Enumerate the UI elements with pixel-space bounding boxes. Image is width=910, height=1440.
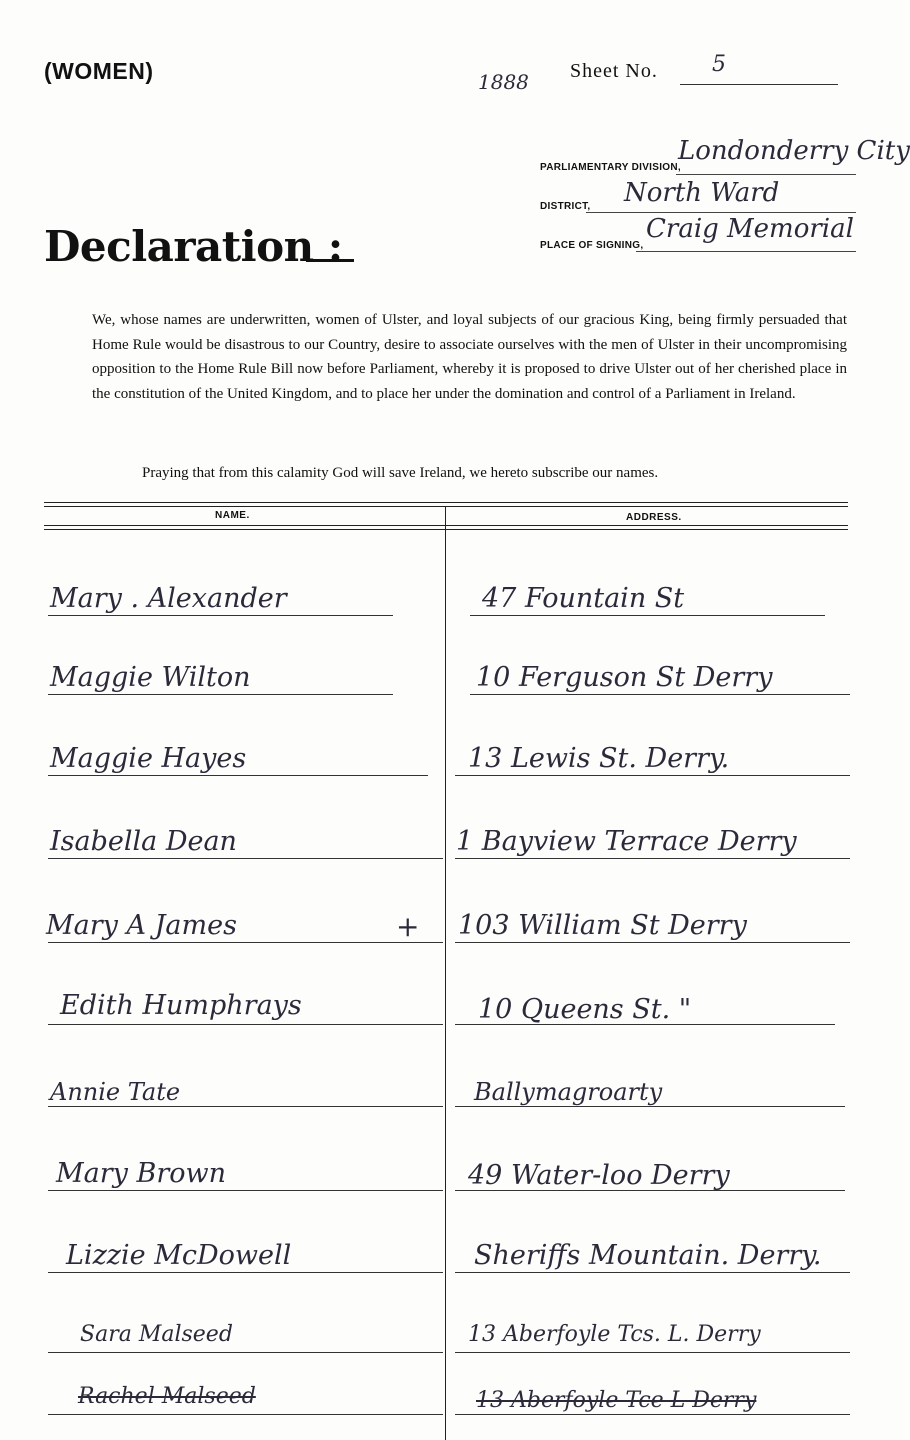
name-line [48, 775, 428, 776]
name-line [48, 1190, 443, 1191]
signatory-name: Maggie Hayes [50, 743, 247, 774]
signatory-address: 47 Fountain St [482, 583, 685, 614]
address-line [455, 858, 850, 859]
signatory-address: 103 William St Derry [458, 910, 747, 941]
title-dash [306, 259, 354, 262]
signatory-name: Lizzie McDowell [66, 1240, 292, 1271]
signatory-address: 10 Queens St. " [478, 994, 692, 1025]
cross-mark: + [396, 910, 420, 943]
signatory-address: 10 Ferguson St Derry [476, 662, 773, 693]
signatory-name: Sara Malseed [80, 1322, 233, 1347]
division-value: Londonderry City [678, 136, 910, 166]
table-top-rule [44, 502, 848, 503]
district-line [586, 212, 856, 213]
district-value: North Ward [624, 178, 780, 208]
address-line [455, 775, 850, 776]
signatory-name: Edith Humphrays [60, 990, 302, 1021]
sheet-label: Sheet No. [570, 60, 658, 82]
address-line [455, 1272, 850, 1273]
place-line [636, 251, 856, 252]
signatory-name: Isabella Dean [50, 826, 237, 857]
name-line [48, 615, 393, 616]
declaration-text: We, whose names are underwritten, women of Ulster, and loyal subjects of our gracious King, being firmly persuaded that Home Rule would be disastrous to our Country, desire to associate ourselves with the men of Ulster in their uncompromising opposition to the Home Rule Bill now before Parliament, whereby it is proposed to drive Ulster out of her cherished place in the constitution of the United Kingdom, and to place her under the domination and control of a Parliament in Ireland. [92, 312, 847, 402]
address-line [470, 615, 825, 616]
signatory-name: Mary Brown [56, 1158, 226, 1189]
address-column-header: ADDRESS. [626, 512, 682, 523]
name-line [48, 694, 393, 695]
address-line [455, 1190, 845, 1191]
name-line [48, 858, 443, 859]
name-line [48, 1106, 443, 1107]
signatory-address: Sheriffs Mountain. Derry. [474, 1240, 822, 1271]
signatory-address-struck: 13 Aberfoyle Tce L Derry [476, 1388, 757, 1413]
signatory-address: 1 Bayview Terrace Derry [456, 826, 797, 857]
page-title: Declaration : [44, 222, 343, 271]
signatory-name: Mary A James [46, 910, 237, 941]
address-line [455, 1024, 835, 1025]
place-label: PLACE OF SIGNING, [540, 240, 644, 251]
signatory-name: Maggie Wilton [50, 662, 251, 693]
table-top-rule-2 [44, 506, 848, 507]
header-bottom-rule-2 [44, 529, 848, 530]
signatory-address: 49 Water-loo Derry [468, 1160, 730, 1191]
name-line [48, 1272, 443, 1273]
signatory-name: Mary . Alexander [50, 583, 287, 614]
signatory-name: Annie Tate [50, 1078, 181, 1106]
name-column-header: NAME. [215, 510, 250, 521]
address-line [455, 1352, 850, 1353]
year-annotation: 1888 [478, 70, 529, 94]
signatory-address: 13 Aberfoyle Tcs. L. Derry [468, 1322, 761, 1347]
address-line [470, 694, 850, 695]
sheet-number-line [680, 84, 838, 85]
signatory-address: 13 Lewis St. Derry. [468, 743, 730, 774]
signatory-name-struck: Rachel Malseed [78, 1384, 256, 1409]
header-bottom-rule [44, 525, 848, 526]
category-label: (WOMEN) [44, 58, 154, 84]
sheet-number: 5 [712, 52, 726, 77]
address-line [455, 1414, 850, 1415]
address-line [455, 942, 850, 943]
signatory-address: Ballymagroarty [474, 1078, 663, 1106]
name-line [48, 1352, 443, 1353]
address-line [455, 1106, 845, 1107]
district-label: DISTRICT, [540, 201, 591, 212]
name-line [48, 1024, 443, 1025]
column-divider [445, 506, 446, 1440]
division-label: PARLIAMENTARY DIVISION, [540, 162, 681, 173]
place-value: Craig Memorial [646, 214, 854, 244]
name-line [48, 1414, 443, 1415]
division-line [676, 174, 856, 175]
praying-text: Praying that from this calamity God will save Ireland, we hereto subscribe our names. [142, 465, 659, 481]
name-line [48, 942, 443, 943]
